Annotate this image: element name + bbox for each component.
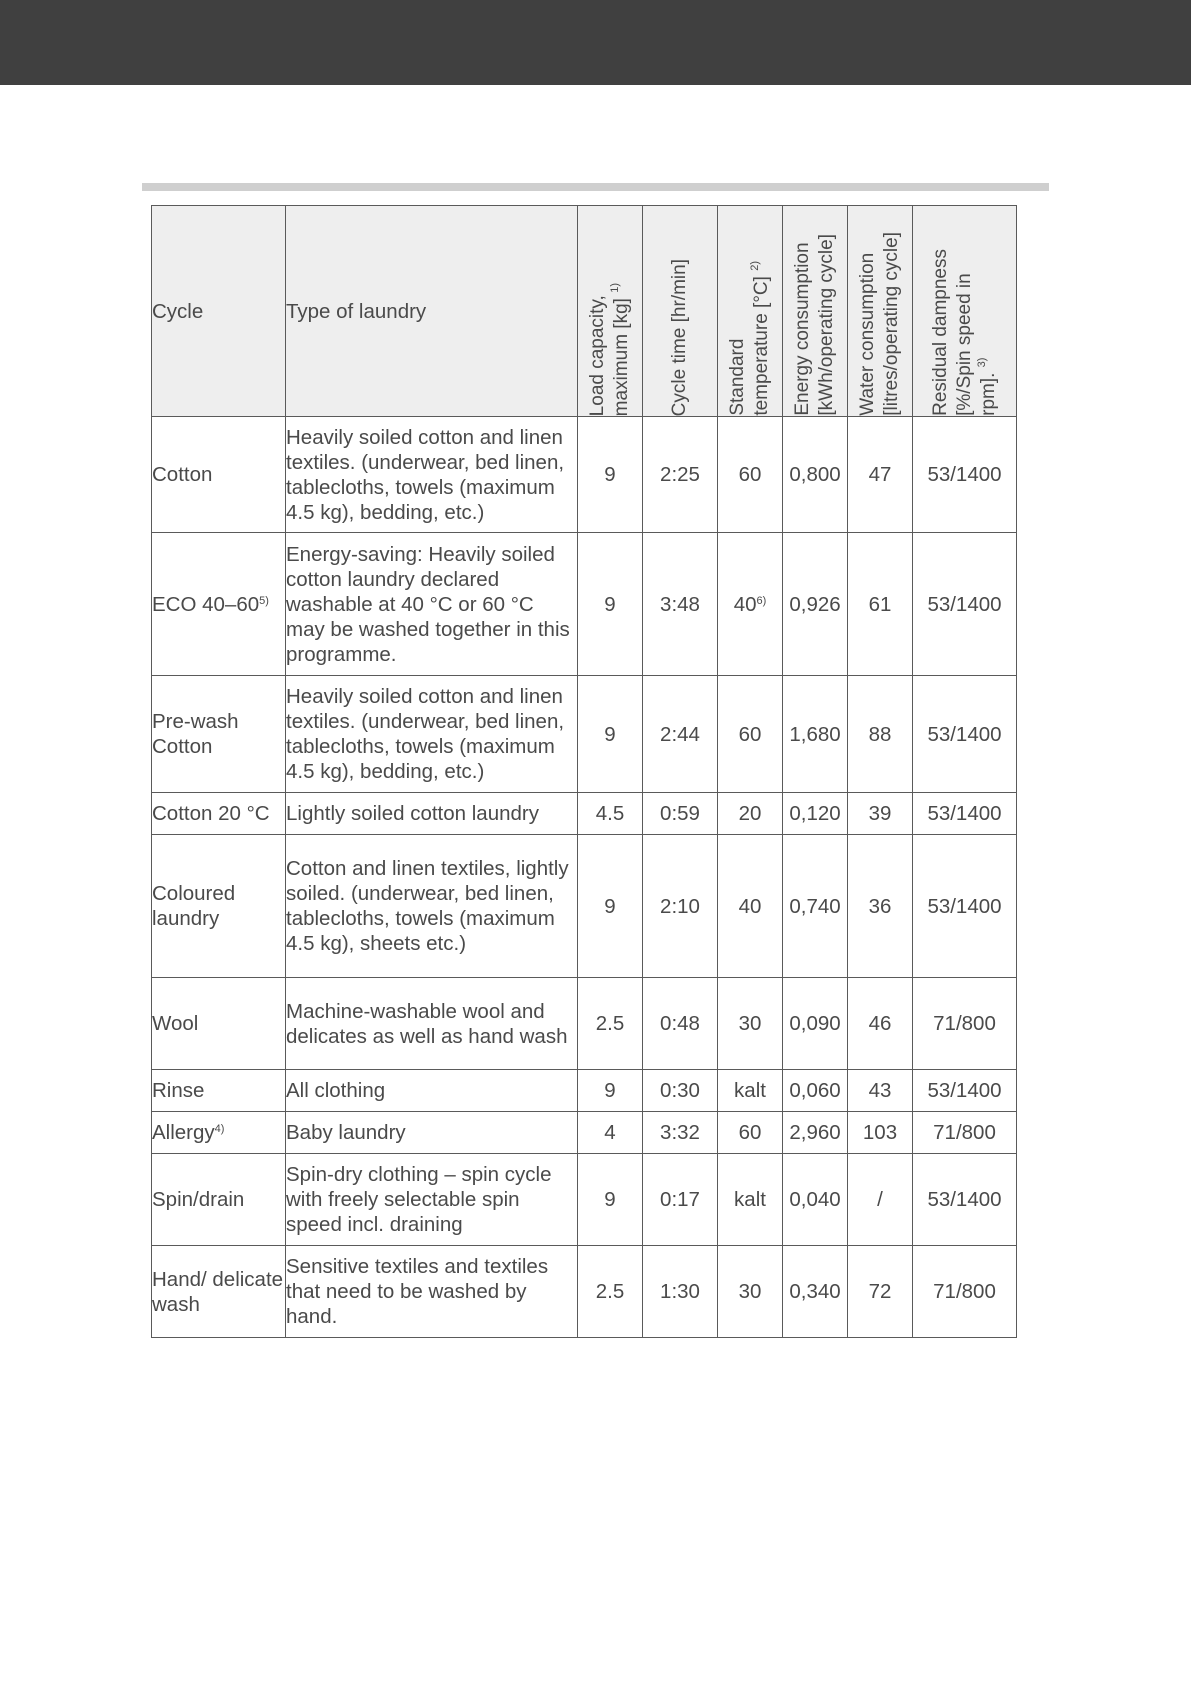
row-temp (718, 1112, 783, 1154)
header-temp (718, 206, 783, 417)
row-type-text: Baby laundry (286, 1121, 406, 1144)
row-type-text: Energy-saving: Heavily soiled cotton laundry declared washable at 40 °C or 60 °C may be washed together in this programme. (286, 542, 570, 666)
row-cycle (152, 1070, 286, 1112)
row-damp-text: 53/1400 (927, 1188, 1002, 1211)
header-row (152, 206, 1017, 417)
row-time (643, 1154, 718, 1246)
header-energy-label: Energy consumption [kWh/operating cycle] (792, 234, 837, 416)
row-cycle-text: Cotton 20 °C (152, 802, 270, 825)
row-energy (783, 1070, 848, 1112)
row-water-text: 43 (868, 1079, 892, 1102)
row-type-text: Heavily soiled cotton and linen textiles. (underwear, bed linen, tablecloths, towels (maximum 4.5 kg), bedding, etc.) (286, 685, 565, 783)
row-load-text: 2.5 (595, 1280, 625, 1303)
table-row (152, 1070, 1017, 1112)
row-energy-text: 2,960 (789, 1121, 841, 1144)
row-energy (783, 835, 848, 978)
row-energy-text: 0,926 (789, 592, 841, 616)
row-load (578, 978, 643, 1070)
row-damp (913, 1112, 1017, 1154)
row-time-text: 0:30 (660, 1079, 700, 1102)
row-cycle (152, 1154, 286, 1246)
row-damp (913, 1154, 1017, 1246)
row-cycle-text: Allergy (152, 1121, 215, 1144)
row-time (643, 533, 718, 676)
row-water-text: 103 (862, 1121, 898, 1144)
row-temp-text: kalt (734, 1188, 766, 1211)
row-damp (913, 793, 1017, 835)
table-row (152, 835, 1017, 978)
header-water (848, 206, 913, 417)
row-water-text: 72 (868, 1280, 892, 1303)
row-damp-text: 71/800 (933, 1280, 996, 1303)
row-damp-text: 71/800 (933, 1012, 996, 1035)
row-water (848, 676, 913, 793)
row-energy (783, 1154, 848, 1246)
row-water (848, 1154, 913, 1246)
row-water-text: / (877, 1188, 883, 1211)
row-cycle-footnote: 5) (259, 594, 269, 607)
section-rule (142, 183, 1049, 191)
row-time-text: 0:17 (660, 1188, 700, 1211)
table-row (152, 1154, 1017, 1246)
row-temp-text: 30 (738, 1280, 762, 1303)
row-load (578, 417, 643, 533)
row-damp (913, 835, 1017, 978)
row-load-text: 9 (604, 592, 616, 616)
row-time-text: 0:48 (660, 1012, 700, 1035)
row-load-text: 2.5 (595, 1012, 625, 1035)
row-water (848, 533, 913, 676)
row-water (848, 835, 913, 978)
header-damp-footnote: 3) (975, 357, 988, 368)
row-type (286, 835, 578, 978)
row-time (643, 1070, 718, 1112)
row-type (286, 1070, 578, 1112)
row-damp (913, 533, 1017, 676)
table-row (152, 1246, 1017, 1338)
row-time (643, 793, 718, 835)
row-water (848, 1112, 913, 1154)
row-temp (718, 793, 783, 835)
row-energy-text: 0,800 (789, 463, 841, 486)
row-load-text: 4 (604, 1121, 616, 1144)
row-type-text: Spin-dry clothing – spin cycle with freely selectable spin speed incl. draining (286, 1163, 552, 1236)
row-damp (913, 1070, 1017, 1112)
row-type-text: Sensitive textiles and textiles that need to be washed by hand. (286, 1255, 549, 1328)
row-type (286, 676, 578, 793)
row-time (643, 417, 718, 533)
header-type: Type of laundry (286, 206, 578, 417)
header-water-label: Water consumption [litres/operating cycle] (857, 232, 902, 416)
row-energy (783, 1246, 848, 1338)
header-bar (0, 0, 1191, 85)
row-water (848, 1070, 913, 1112)
row-time-text: 3:48 (660, 592, 700, 616)
header-load-footnote: 1) (609, 282, 621, 293)
row-temp-text: 60 (738, 463, 762, 486)
row-cycle (152, 533, 286, 676)
header-time (643, 206, 718, 417)
row-cycle (152, 1246, 286, 1338)
row-cycle-text: Spin/drain (152, 1188, 245, 1211)
row-damp (913, 1246, 1017, 1338)
row-energy-text: 0,120 (789, 802, 841, 825)
table-row (152, 533, 1017, 676)
row-energy-text: 0,090 (789, 1012, 841, 1035)
row-water (848, 793, 913, 835)
row-temp-footnote: 6) (756, 594, 767, 607)
row-type-text: Machine-washable wool and delicates as well as hand wash (286, 999, 568, 1048)
row-energy (783, 417, 848, 533)
row-load (578, 676, 643, 793)
row-type (286, 978, 578, 1070)
row-energy (783, 676, 848, 793)
header-load (578, 206, 643, 417)
row-load (578, 533, 643, 676)
row-cycle (152, 417, 286, 533)
row-damp (913, 676, 1017, 793)
row-damp (913, 417, 1017, 533)
row-load-text: 9 (604, 463, 616, 486)
row-temp (718, 978, 783, 1070)
row-load-text: 4.5 (595, 802, 625, 825)
row-temp-text: 30 (738, 1012, 762, 1035)
row-damp-text: 53/1400 (927, 722, 1002, 746)
row-type (286, 1154, 578, 1246)
row-time (643, 835, 718, 978)
row-damp-text: 53/1400 (927, 592, 1002, 616)
row-load (578, 1154, 643, 1246)
row-water (848, 1246, 913, 1338)
row-cycle (152, 978, 286, 1070)
row-water-text: 47 (868, 463, 892, 486)
row-energy (783, 793, 848, 835)
row-energy-text: 0,060 (789, 1079, 841, 1102)
row-load (578, 1070, 643, 1112)
row-time (643, 1112, 718, 1154)
row-type-text: Lightly soiled cotton laundry (286, 802, 539, 825)
row-temp-text: 40 (738, 894, 762, 918)
row-damp-text: 53/1400 (927, 463, 1002, 486)
row-load (578, 1112, 643, 1154)
row-type-text: All clothing (286, 1079, 386, 1102)
programme-table (151, 205, 1017, 1338)
row-damp-text: 71/800 (933, 1121, 996, 1144)
row-energy-text: 1,680 (789, 722, 841, 746)
row-cycle (152, 1112, 286, 1154)
header-cycle: Cycle (152, 206, 286, 417)
header-energy (783, 206, 848, 417)
table-row (152, 978, 1017, 1070)
row-time-text: 2:44 (660, 722, 700, 746)
row-energy-text: 0,340 (789, 1280, 841, 1303)
row-time-text: 1:30 (660, 1280, 700, 1303)
row-time (643, 978, 718, 1070)
header-damp (913, 206, 1017, 417)
row-temp (718, 676, 783, 793)
row-water-text: 46 (868, 1012, 892, 1035)
header-load-label: Load capacity, maximum [kg] (587, 294, 632, 416)
table-row (152, 1112, 1017, 1154)
row-cycle (152, 676, 286, 793)
row-water-text: 36 (868, 894, 892, 918)
header-temp-label: Standard temperature [°C] (727, 276, 772, 416)
row-energy-text: 0,040 (789, 1188, 841, 1211)
row-cycle (152, 793, 286, 835)
row-temp-text: 60 (738, 722, 762, 746)
row-load (578, 793, 643, 835)
row-cycle-text: Pre-wash Cotton (152, 710, 239, 758)
row-temp (718, 835, 783, 978)
row-water (848, 978, 913, 1070)
row-damp-text: 53/1400 (927, 1079, 1002, 1102)
row-time (643, 1246, 718, 1338)
header-damp-label: Residual dampness [%/Spin speed in rpm]. (929, 249, 999, 416)
row-cycle-text: Coloured laundry (152, 882, 236, 930)
row-cycle (152, 835, 286, 978)
table-row (152, 676, 1017, 793)
row-energy (783, 1112, 848, 1154)
row-temp (718, 417, 783, 533)
table-row (152, 417, 1017, 533)
row-temp-text: kalt (734, 1079, 766, 1102)
row-temp-text: 40 (733, 592, 757, 616)
row-type (286, 417, 578, 533)
row-temp (718, 533, 783, 676)
row-temp-text: 60 (738, 1121, 762, 1144)
row-load (578, 1246, 643, 1338)
row-energy-text: 0,740 (789, 894, 841, 918)
row-type (286, 1112, 578, 1154)
row-load-text: 9 (604, 1079, 616, 1102)
row-water-text: 61 (868, 592, 892, 616)
row-type (286, 1246, 578, 1338)
row-load-text: 9 (604, 894, 616, 918)
row-damp-text: 53/1400 (927, 894, 1002, 918)
row-load-text: 9 (604, 1188, 616, 1211)
row-time-text: 2:10 (660, 894, 700, 918)
row-cycle-text: ECO 40–60 (152, 592, 260, 616)
row-temp-text: 20 (738, 802, 762, 825)
row-cycle-text: Rinse (152, 1079, 205, 1102)
row-type-text: Cotton and linen textiles, lightly soiled. (underwear, bed linen, tablecloths, towels (maximum 4.5 kg), sheets etc.) (286, 857, 569, 955)
row-water-text: 39 (868, 802, 892, 825)
row-water (848, 417, 913, 533)
row-cycle-text: Wool (152, 1012, 199, 1035)
row-temp (718, 1246, 783, 1338)
row-temp (718, 1070, 783, 1112)
row-load-text: 9 (604, 722, 616, 746)
row-cycle-footnote: 4) (214, 1123, 225, 1135)
row-cycle-text: Hand/ delicate wash (152, 1267, 284, 1316)
row-temp (718, 1154, 783, 1246)
row-type-text: Heavily soiled cotton and linen textiles. (underwear, bed linen, tablecloths, towels (maximum 4.5 kg), bedding, etc.) (286, 425, 565, 524)
row-water-text: 88 (868, 722, 892, 746)
row-load (578, 835, 643, 978)
row-cycle-text: Cotton (152, 463, 213, 486)
row-time-text: 2:25 (660, 463, 700, 486)
header-temp-footnote: 2) (749, 261, 761, 272)
row-energy (783, 533, 848, 676)
row-time-text: 0:59 (660, 802, 700, 825)
row-energy (783, 978, 848, 1070)
header-time-label: Cycle time [hr/min] (669, 258, 690, 416)
row-damp (913, 978, 1017, 1070)
row-type (286, 533, 578, 676)
row-type (286, 793, 578, 835)
table-row (152, 793, 1017, 835)
row-damp-text: 53/1400 (927, 802, 1002, 825)
row-time (643, 676, 718, 793)
row-time-text: 3:32 (660, 1121, 700, 1144)
